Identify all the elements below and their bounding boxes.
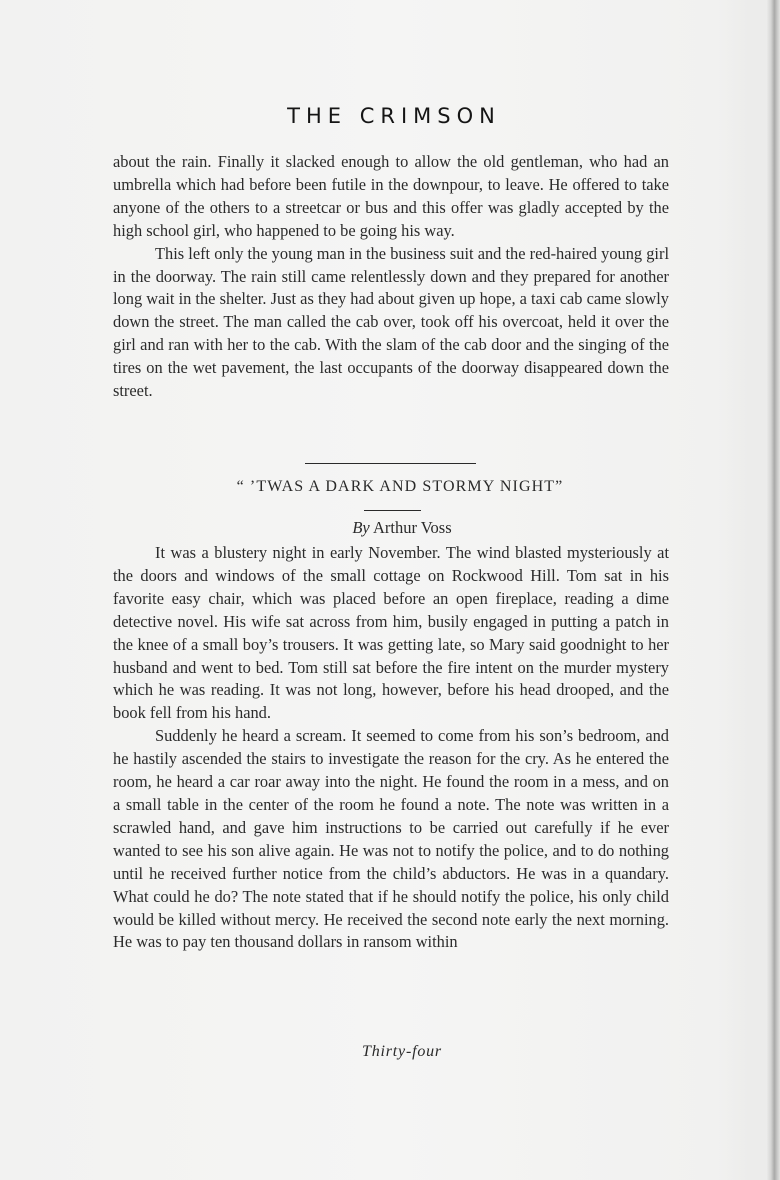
running-head: THE CRIMSON: [287, 104, 501, 128]
paragraph: It was a blustery night in early November. The wind blasted mysteriously at the doors and windows of the small cottage on Rockwood Hill. Tom sat in his favorite easy chair, which was placed before an open fireplace, reading a dime detective novel. His wife sat across from him, busily engaged in putting a patch in the knee of a small boy’s trousers. It was getting late, so Mary said goodnight to her husband and went to bed. Tom still sat before the fire intent on the murder mystery which he was reading. It was not long, however, before his head drooped, and the book fell from his hand.: [113, 543, 669, 723]
paragraph: This left only the young man in the business suit and the red-haired young girl in the doorway. The rain still came relentlessly down and they prepared for another long wait in the shelter. Just as they had about given up hope, a taxi cab came slowly down the street. The man called the cab over, took off his overcoat, held it over the girl and ran with her to the cab. With the slam of the cab door and the singing of the tires on the wet pavement, the last occupants of the doorway disappeared down the street.: [113, 243, 669, 401]
title-underline-rule: [364, 510, 421, 511]
page-binding-edge: [766, 0, 780, 1180]
author-name: Arthur Voss: [372, 518, 452, 537]
paragraph: about the rain. Finally it slacked enough to allow the old gentleman, who had an umbrella which had before been futile in the downpour, to leave. He offered to take anyone of the others to a streetcar or bus and this offer was gladly accepted by the high school girl, who happened to be going his way.: [113, 152, 669, 240]
page-number: Thirty-four: [362, 1043, 442, 1060]
byline: [0, 518, 780, 538]
story-body-text: [113, 542, 669, 954]
continued-story-text: [113, 151, 669, 403]
section-divider-rule: [305, 463, 476, 464]
byline-prefix: By: [352, 518, 370, 537]
paragraph: Suddenly he heard a scream. It seemed to come from his son’s bedroom, and he hastily ascended the stairs to investigate the reason for the cry. As he entered the room, he heard a car roar away into the night. He found the room in a mess, and on a small table in the center of the room he found a note. The note was written in a scrawled hand, and gave him instructions to be carried out carefully if he ever wanted to see his son alive again. He was not to notify the police, and to do nothing until he received further notice from the child’s abductors. He was in a quandary. What could he do? The note stated that if he should notify the police, his only child would be killed without mercy. He received the second note early the next morning. He was to pay ten thousand dollars in ransom within: [113, 726, 669, 952]
story-title: “ ’TWAS A DARK AND STORMY NIGHT”: [236, 478, 564, 495]
